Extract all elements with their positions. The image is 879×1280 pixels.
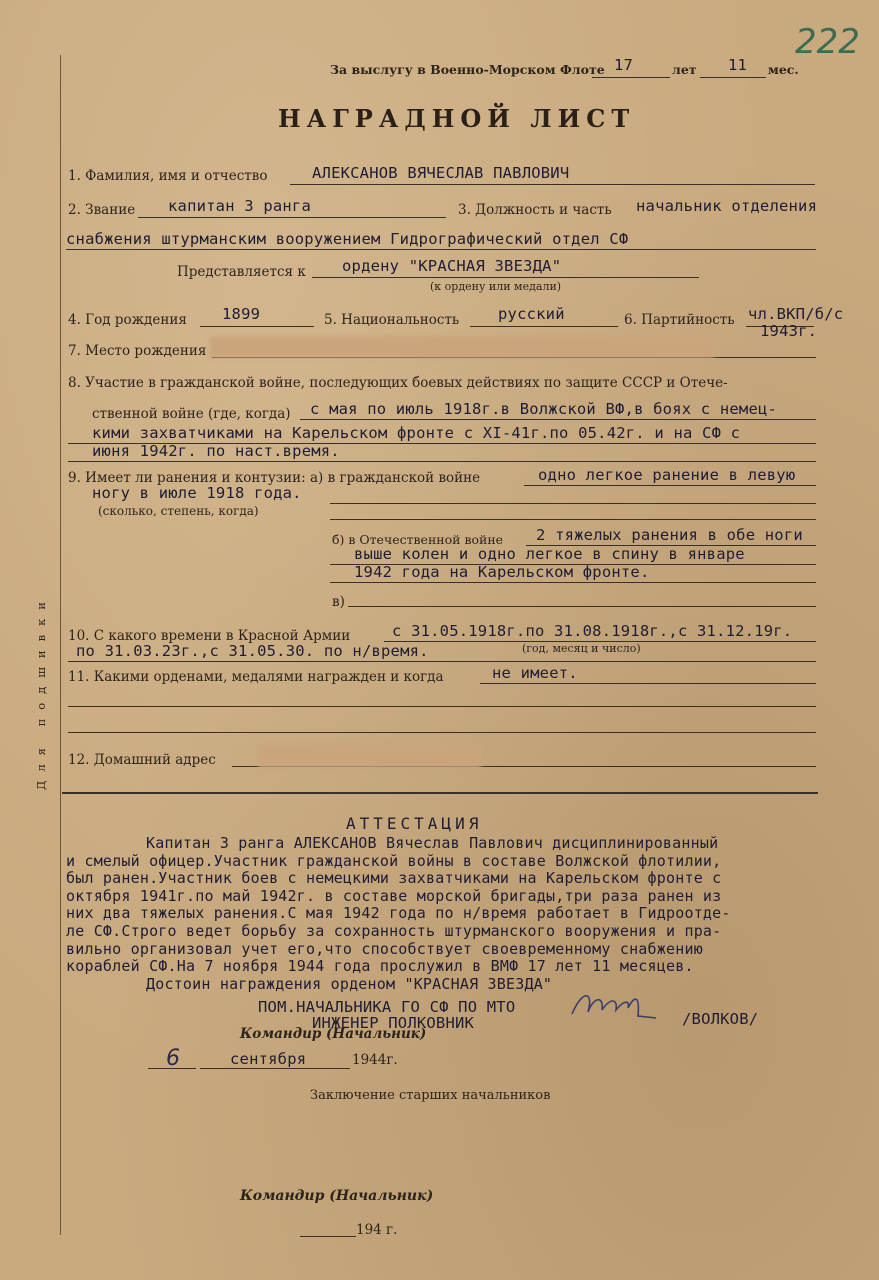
attestation-heading: АТТЕСТАЦИЯ (346, 814, 483, 833)
field-8-label-2: ственной войне (где, когда) (92, 406, 291, 422)
field-4-label: 4. Год рождения (68, 312, 187, 328)
service-years: 17 (614, 56, 634, 74)
field-6-label: 6. Партийность (624, 312, 735, 328)
attestation-line: вильно организовал учет его,что способствует своевременному снабжению (66, 939, 703, 958)
years-line (592, 77, 670, 78)
field-3-label: 3. Должность и часть (458, 202, 612, 218)
field-11-value: не имеет. (492, 664, 578, 682)
field-8-value-1: с мая по июль 1918г.в Волжской ВФ,в боях с немец- (310, 400, 778, 418)
field-12-label: 12. Домашний адрес (68, 752, 216, 768)
date-day: 6 (166, 1046, 180, 1071)
field-11-line-2 (68, 706, 816, 707)
attestation-line: Достоин награждения орденом "КРАСНАЯ ЗВЕЗДА" (146, 974, 553, 993)
field-9b-value-2: выше колен и одно легкое в спину в январе (354, 545, 745, 563)
field-9b-label: б) в Отечественной войне (332, 532, 504, 547)
attestation-line: октября 1941г.по май 1942г. в составе морской бригады,три раза ранен из (66, 886, 722, 905)
months-line (700, 77, 766, 78)
field-9a-value-2: ногу в июле 1918 года. (92, 484, 302, 502)
present-line (312, 277, 699, 278)
conclusion-label: Заключение старших начальников (310, 1088, 551, 1103)
field-9-label: 9. Имеет ли ранения и контузии: а) в гражданской войне (68, 470, 481, 486)
redacted-address (258, 744, 482, 768)
field-10-line-2 (68, 661, 816, 662)
attestation-line: был ранен.Участник боев с немецкими захватчиками на Карельском фронте с (66, 869, 722, 888)
field-11-label: 11. Какими орденами, медалями награжден и когда (68, 669, 444, 685)
field-1-label: 1. Фамилия, имя и отчество (68, 168, 268, 184)
date-month-line (200, 1068, 350, 1069)
redacted-birthplace (210, 336, 715, 358)
field-8-value-3: июня 1942г. по наст.время. (92, 442, 340, 460)
footer-year-line (300, 1236, 356, 1237)
field-9a-line-1 (524, 485, 816, 486)
signature-mark (564, 986, 664, 1026)
field-4-line (200, 326, 314, 327)
field-9a-line-2 (330, 503, 816, 504)
field-8-label-1: 8. Участие в гражданской войне, последующих боевых действиях по защите СССР и Отече- (68, 375, 728, 391)
signer-name: /ВОЛКОВ/ (682, 1010, 759, 1028)
service-label: За выслугу в Военно-Морском Флоте (330, 62, 605, 77)
field-4-value: 1899 (222, 305, 261, 323)
field-9b-value-3: 1942 года на Карельском фронте. (354, 563, 650, 581)
present-value: ордену "КРАСНАЯ ЗВЕЗДА" (342, 257, 562, 275)
years-label: лет (672, 62, 697, 77)
present-hint: (к ордену или медали) (430, 280, 562, 293)
field-10-value-2: по 31.03.23г.,с 31.05.30. по н/время. (76, 642, 429, 660)
field-9b-value-1: 2 тяжелых ранения в обе ноги (536, 526, 803, 544)
date-year: 1944г. (352, 1052, 398, 1068)
service-months: 11 (728, 56, 748, 74)
field-9-hint: (сколько, степень, когда) (98, 504, 259, 518)
date-day-line (148, 1068, 196, 1069)
field-11-line-1 (480, 683, 816, 684)
field-2-label: 2. Звание (68, 202, 136, 218)
field-10-value-1: с 31.05.1918г.по 31.08.1918г.,с 31.12.19г. (392, 622, 793, 640)
page-title: НАГРАДНОЙ ЛИСТ (278, 104, 636, 133)
binding-margin-text: Для подшивки (34, 593, 48, 790)
field-5-value: русский (498, 305, 565, 323)
attestation-line: ле СФ.Строго ведет борьбу за сохранность штурманского вооружения и пра- (66, 922, 722, 940)
present-label: Представляется к (177, 264, 306, 280)
signer-position: ПОМ.НАЧАЛЬНИКА ГО СФ ПО МТО (258, 998, 516, 1016)
date-month: сентября (230, 1050, 307, 1068)
months-label: мес. (768, 62, 799, 77)
archive-number: 222 (795, 22, 860, 62)
footer-commander-label: Командир (Начальник) (240, 1188, 434, 1204)
section-divider (62, 792, 818, 794)
attestation-line: и смелый офицер.Участник гражданской войны в составе Волжской флотилии, (66, 851, 722, 870)
field-10-hint: (год, месяц и число) (522, 642, 641, 655)
field-5-label: 5. Национальность (324, 312, 460, 328)
field-1-value: АЛЕКСАНОВ ВЯЧЕСЛАВ ПАВЛОВИЧ (312, 164, 570, 182)
field-7-label: 7. Место рождения (68, 343, 207, 359)
field-2-value: капитан 3 ранга (168, 197, 311, 215)
attestation-line: них два тяжелых ранения.С мая 1942 года по н/время работает в Гидроотде- (66, 904, 731, 923)
field-9a-line-3 (330, 519, 816, 520)
commander-label: Командир (Начальник) (240, 1026, 427, 1042)
field-9a-value-1: одно легкое ранение в левую (538, 466, 796, 484)
margin-line (60, 55, 61, 1235)
field-3-value-2: снабжения штурманским вооружением Гидрографический отдел СФ (66, 230, 629, 248)
field-2-line (138, 217, 446, 218)
field-8-line-1 (300, 419, 816, 420)
field-6-value: чл.ВКП/б/с (748, 305, 844, 323)
field-8-line-3 (68, 461, 816, 462)
field-9b-line-3 (330, 582, 816, 583)
signer-rank: ИНЖЕНЕР ПОЛКОВНИК (312, 1014, 475, 1032)
field-9c-line (348, 606, 816, 607)
field-6-value-year: 1943г. (760, 322, 818, 340)
field-8-value-2: кими захватчиками на Карельском фронте с XI-41г.по 05.42г. и на СФ с (92, 424, 741, 442)
field-9c-label: в) (332, 594, 345, 610)
attestation-line: Капитан 3 ранга АЛЕКСАНОВ Вячеслав Павлович дисциплинированный (146, 834, 719, 852)
field-1-line (290, 184, 815, 185)
field-3-value-1: начальник отделения (636, 197, 818, 215)
field-5-line (470, 326, 618, 327)
field-10-label: 10. С какого времени в Красной Армии (68, 628, 351, 644)
attestation-line: кораблей СФ.На 7 ноября 1944 года прослужил в ВМФ 17 лет 11 месяцев. (66, 957, 694, 976)
footer-year: 194 г. (356, 1222, 398, 1238)
field-11-line-3 (68, 732, 816, 733)
field-3-line (66, 249, 816, 250)
